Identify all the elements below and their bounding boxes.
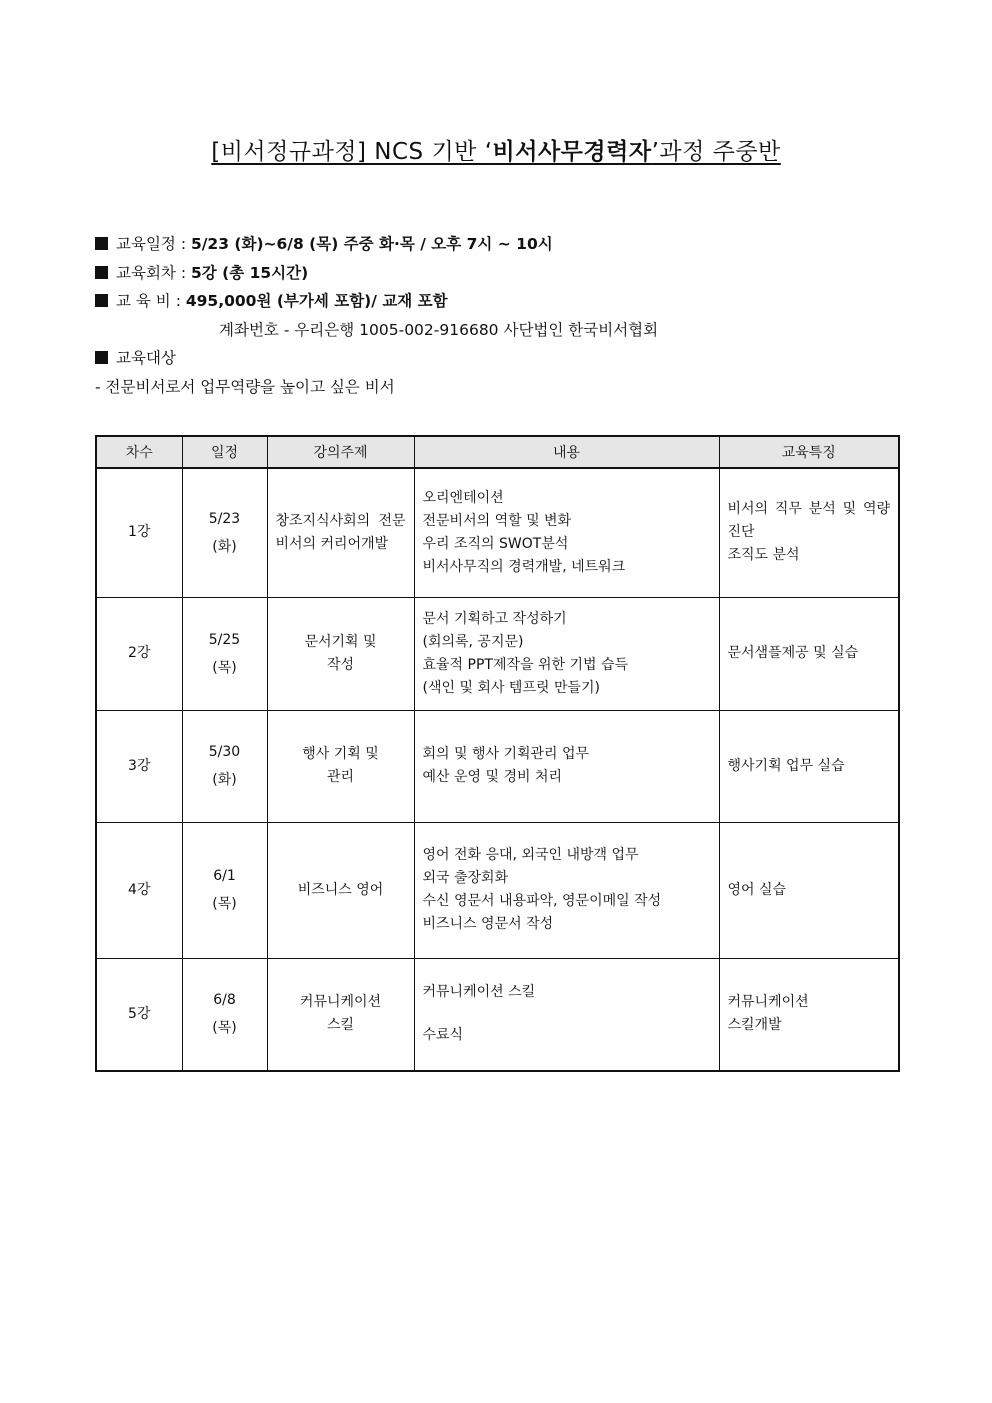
content-line: 오리엔테이션: [422, 489, 504, 506]
content-line: 예산 운영 및 경비 처리: [422, 769, 563, 785]
content-line: 우리 조직의 SWOT분석: [422, 535, 569, 552]
day-text: (목): [212, 659, 237, 676]
content-cell: [414, 597, 719, 710]
feature-line: 행사기획 업무 실습: [727, 757, 845, 774]
feature-cell: [719, 958, 899, 1071]
session-cell: 4강: [96, 822, 182, 958]
session-cell: 1강: [96, 468, 182, 597]
title-part-3: ’과정 주중반: [651, 139, 781, 165]
date-cell: [182, 468, 267, 597]
table-row: [96, 468, 899, 597]
content-cell: [414, 710, 719, 822]
content-line: 전문비서의 역할 및 변화: [422, 512, 572, 529]
topic-cell: 비즈니스 영어: [267, 822, 414, 958]
feature-line: 커뮤니케이션: [727, 994, 809, 1011]
info-sessions: [95, 259, 658, 288]
title-part-2: 비서사무경력자: [492, 139, 652, 165]
schedule-value: 5/23 (화)~6/8 (목) 주중 화·목 / 오후 7시 ~ 10시: [190, 235, 553, 253]
title-part-1: [비서정규과정] NCS 기반 ‘: [211, 139, 493, 165]
table-row: [96, 958, 899, 1071]
feature-line: 영어 실습: [727, 881, 787, 898]
table-header-row: [96, 436, 899, 468]
info-account: [95, 316, 658, 345]
date-text: 5/23: [208, 510, 241, 527]
day-text: (화): [212, 538, 237, 555]
account-text: 계좌번호 - 우리은행 1005-002-916680 사단법인 한국비서협회: [219, 320, 659, 339]
topic-cell: 문서기획 및 작성: [267, 597, 414, 710]
header-session: 차수: [96, 436, 182, 468]
content-line: 수료식: [422, 1027, 464, 1044]
feature-line: 문서샘플제공 및 실습: [727, 645, 859, 661]
day-text: (목): [212, 1020, 237, 1037]
square-bullet-icon: [95, 237, 108, 250]
date-text: 5/30: [208, 744, 241, 760]
date-cell: [182, 822, 267, 958]
day-text: (목): [212, 896, 237, 912]
content-line: 비즈니스 영문서 작성: [422, 916, 554, 932]
curriculum-table: [95, 435, 900, 1072]
content-line: 비서사무직의 경력개발, 네트워크: [422, 558, 626, 575]
info-fee: [95, 287, 658, 316]
topic-cell: 행사 기획 및 관리: [267, 710, 414, 822]
feature-line: 스킬개발: [727, 1017, 782, 1034]
date-text: 5/25: [208, 631, 241, 648]
day-text: (화): [212, 772, 237, 788]
content-line: 커뮤니케이션 스킬: [422, 984, 536, 1001]
content-cell: [414, 822, 719, 958]
sessions-label: 교육회차 :: [116, 263, 191, 282]
date-cell: [182, 710, 267, 822]
content-line: (색인 및 회사 템프릿 만들기): [422, 679, 600, 696]
header-date: 일정: [182, 436, 267, 468]
topic-cell: 창조지식사회의 전문비서의 커리어개발: [267, 468, 414, 597]
header-content: 내용: [414, 436, 719, 468]
content-line: 외국 출장회화: [422, 870, 509, 886]
feature-cell: [719, 597, 899, 710]
header-feature: 교육특징: [719, 436, 899, 468]
sessions-value: 5강 (총 15시간): [190, 263, 309, 282]
content-line: (회의록, 공지문): [422, 633, 524, 650]
square-bullet-icon: [95, 266, 108, 279]
date-cell: [182, 958, 267, 1071]
session-cell: 5강: [96, 958, 182, 1071]
content-spacer: [423, 1004, 711, 1024]
content-line: 효율적 PPT제작을 위한 기법 습득: [422, 656, 629, 673]
fee-label: 교 육 비 :: [116, 292, 186, 310]
session-cell: 3강: [96, 710, 182, 822]
table-row: [96, 822, 899, 958]
schedule-label: 교육일정 :: [116, 235, 191, 253]
header-topic: 강의주제: [267, 436, 414, 468]
feature-cell: [719, 468, 899, 597]
info-schedule: [95, 230, 658, 259]
content-cell: [414, 958, 719, 1071]
feature-line: 조직도 분석: [727, 547, 800, 564]
feature-line: 비서의 직무 분석 및 역량진단: [727, 501, 890, 541]
content-line: 문서 기획하고 작성하기: [422, 610, 567, 627]
target-value: - 전문비서로서 업무역량을 높이고 싶은 비서: [95, 377, 395, 396]
feature-cell: [719, 822, 899, 958]
table-row: [96, 710, 899, 822]
fee-value: 495,000원 (부가세 포함)/ 교재 포함: [185, 292, 448, 310]
feature-cell: [719, 710, 899, 822]
content-line: 영어 전화 응대, 외국인 내방객 업무: [422, 847, 639, 863]
square-bullet-icon: [95, 351, 108, 364]
content-cell: [414, 468, 719, 597]
topic-cell: 커뮤니케이션 스킬: [267, 958, 414, 1071]
info-target-value: [95, 373, 658, 402]
session-cell: 2강: [96, 597, 182, 710]
target-label: 교육대상: [116, 349, 176, 367]
info-target: [95, 344, 658, 373]
date-cell: [182, 597, 267, 710]
date-text: 6/8: [213, 992, 236, 1009]
table-row: [96, 597, 899, 710]
date-text: 6/1: [213, 868, 236, 884]
document-title: [0, 133, 992, 166]
content-line: 회의 및 행사 기획관리 업무: [422, 746, 590, 762]
course-info: [95, 230, 658, 401]
content-line: 수신 영문서 내용파악, 영문이메일 작성: [422, 893, 662, 909]
square-bullet-icon: [95, 294, 108, 307]
